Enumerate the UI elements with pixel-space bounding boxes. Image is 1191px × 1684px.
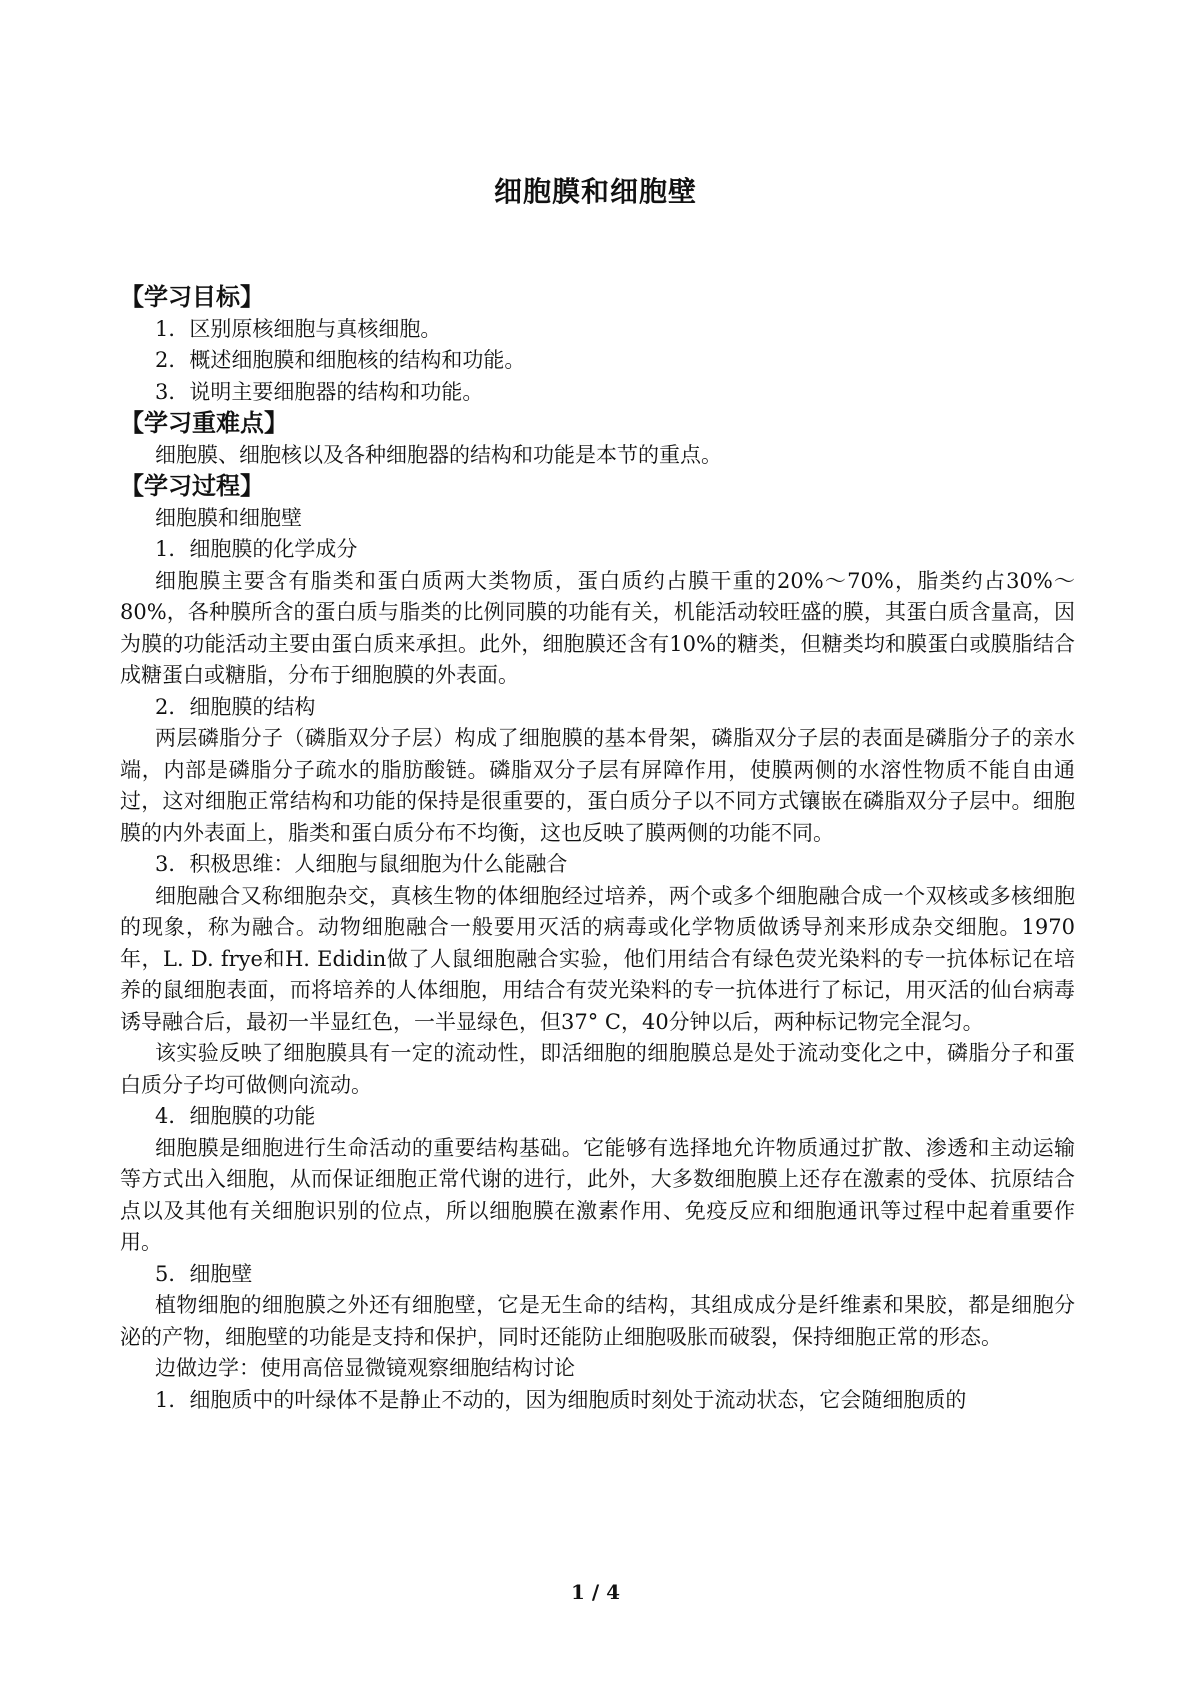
section-paragraph: 细胞膜是细胞进行生命活动的重要结构基础。它能够有选择地允许物质通过扩散、渗透和主动运输等方式出入细胞，从而保证细胞正常代谢的进行，此外，大多数细胞膜上还存在激素的受体、抗原结合点以及其他有关细胞识别的位点，所以细胞膜在激素作用、免疫反应和细胞通讯等过程中起着重要作用。 (120, 1135, 1075, 1254)
section-paragraph: 该实验反映了细胞膜具有一定的流动性，即活细胞的细胞膜总是处于流动变化之中，磷脂分子和蛋白质分子均可做侧向流动。 (120, 1041, 1075, 1097)
goal-item: 2．概述细胞膜和细胞核的结构和功能。 (155, 348, 526, 372)
process-heading: 【学习过程】 (120, 472, 264, 500)
key-points-text: 细胞膜、细胞核以及各种细胞器的结构和功能是本节的重点。 (155, 442, 722, 467)
goals-heading: 【学习目标】 (120, 283, 264, 311)
document-title: 细胞膜和细胞壁 (493, 175, 697, 208)
section-paragraph: 1．细胞质中的叶绿体不是静止不动的，因为细胞质时刻处于流动状态，它会随细胞质的 (155, 1387, 967, 1412)
goal-item: 1．区别原核细胞与真核细胞。 (155, 316, 442, 341)
section-title: 边做边学：使用高倍显微镜观察细胞结构讨论 (155, 1356, 575, 1380)
goal-item: 3．说明主要细胞器的结构和功能。 (155, 379, 484, 404)
section-title: 5．细胞壁 (155, 1261, 253, 1286)
page-number: 1 / 4 (570, 1580, 621, 1604)
section-paragraph: 细胞融合又称细胞杂交，真核生物的体细胞经过培养，两个或多个细胞融合成一个双核或多核细胞的现象，称为融合。动物细胞融合一般要用灭活的病毒或化学物质做诱导剂来形成杂交细胞。1970年，L. D. frye和H. Edidin做了人鼠细胞融合实验，他们用结合有绿色荧光染料的专一抗体标记在培养的鼠细胞表面，而将培养的人体细胞，用结合有荧光染料的专一抗体进行了标记，用灭活的仙台病毒诱导融合后，最初一半显红色，一半显绿色，但37° C，40分钟以后，两种标记物完全混匀。 (120, 883, 1075, 1034)
section-paragraph: 细胞膜主要含有脂类和蛋白质两大类物质，蛋白质约占膜干重的20%～70%，脂类约占30%～80%，各种膜所含的蛋白质与脂类的比例同膜的功能有关，机能活动较旺盛的膜，其蛋白质含量高，因为膜的功能活动主要由蛋白质来承担。此外，细胞膜还含有10%的糖类，但糖类均和膜蛋白或膜脂结合成糖蛋白或糖脂，分布于细胞膜的外表面。 (120, 568, 1075, 687)
section-title: 4．细胞膜的功能 (155, 1104, 316, 1128)
document-body (120, 282, 1075, 1416)
section-paragraph: 两层磷脂分子（磷脂双分子层）构成了细胞膜的基本骨架，磷脂双分子层的表面是磷脂分子的亲水端，内部是磷脂分子疏水的脂肪酸链。磷脂双分子层有屏障作用，使膜两侧的水溶性物质不能自由通过，这对细胞正常结构和功能的保持是很重要的，蛋白质分子以不同方式镶嵌在磷脂双分子层中。细胞膜的内外表面上，脂类和蛋白质分布不均衡，这也反映了膜两侧的功能不同。 (120, 726, 1075, 845)
section-title: 1．细胞膜的化学成分 (155, 537, 358, 561)
key-points-heading: 【学习重难点】 (120, 409, 288, 437)
section-paragraph: 植物细胞的细胞膜之外还有细胞壁，它是无生命的结构，其组成成分是纤维素和果胶，都是细胞分泌的产物，细胞壁的功能是支持和保护，同时还能防止细胞吸胀而破裂，保持细胞正常的形态。 (120, 1293, 1075, 1349)
process-subtitle: 细胞膜和细胞壁 (155, 505, 302, 530)
section-title: 2．细胞膜的结构 (155, 694, 316, 719)
section-title: 3．积极思维：人细胞与鼠细胞为什么能融合 (155, 852, 568, 876)
